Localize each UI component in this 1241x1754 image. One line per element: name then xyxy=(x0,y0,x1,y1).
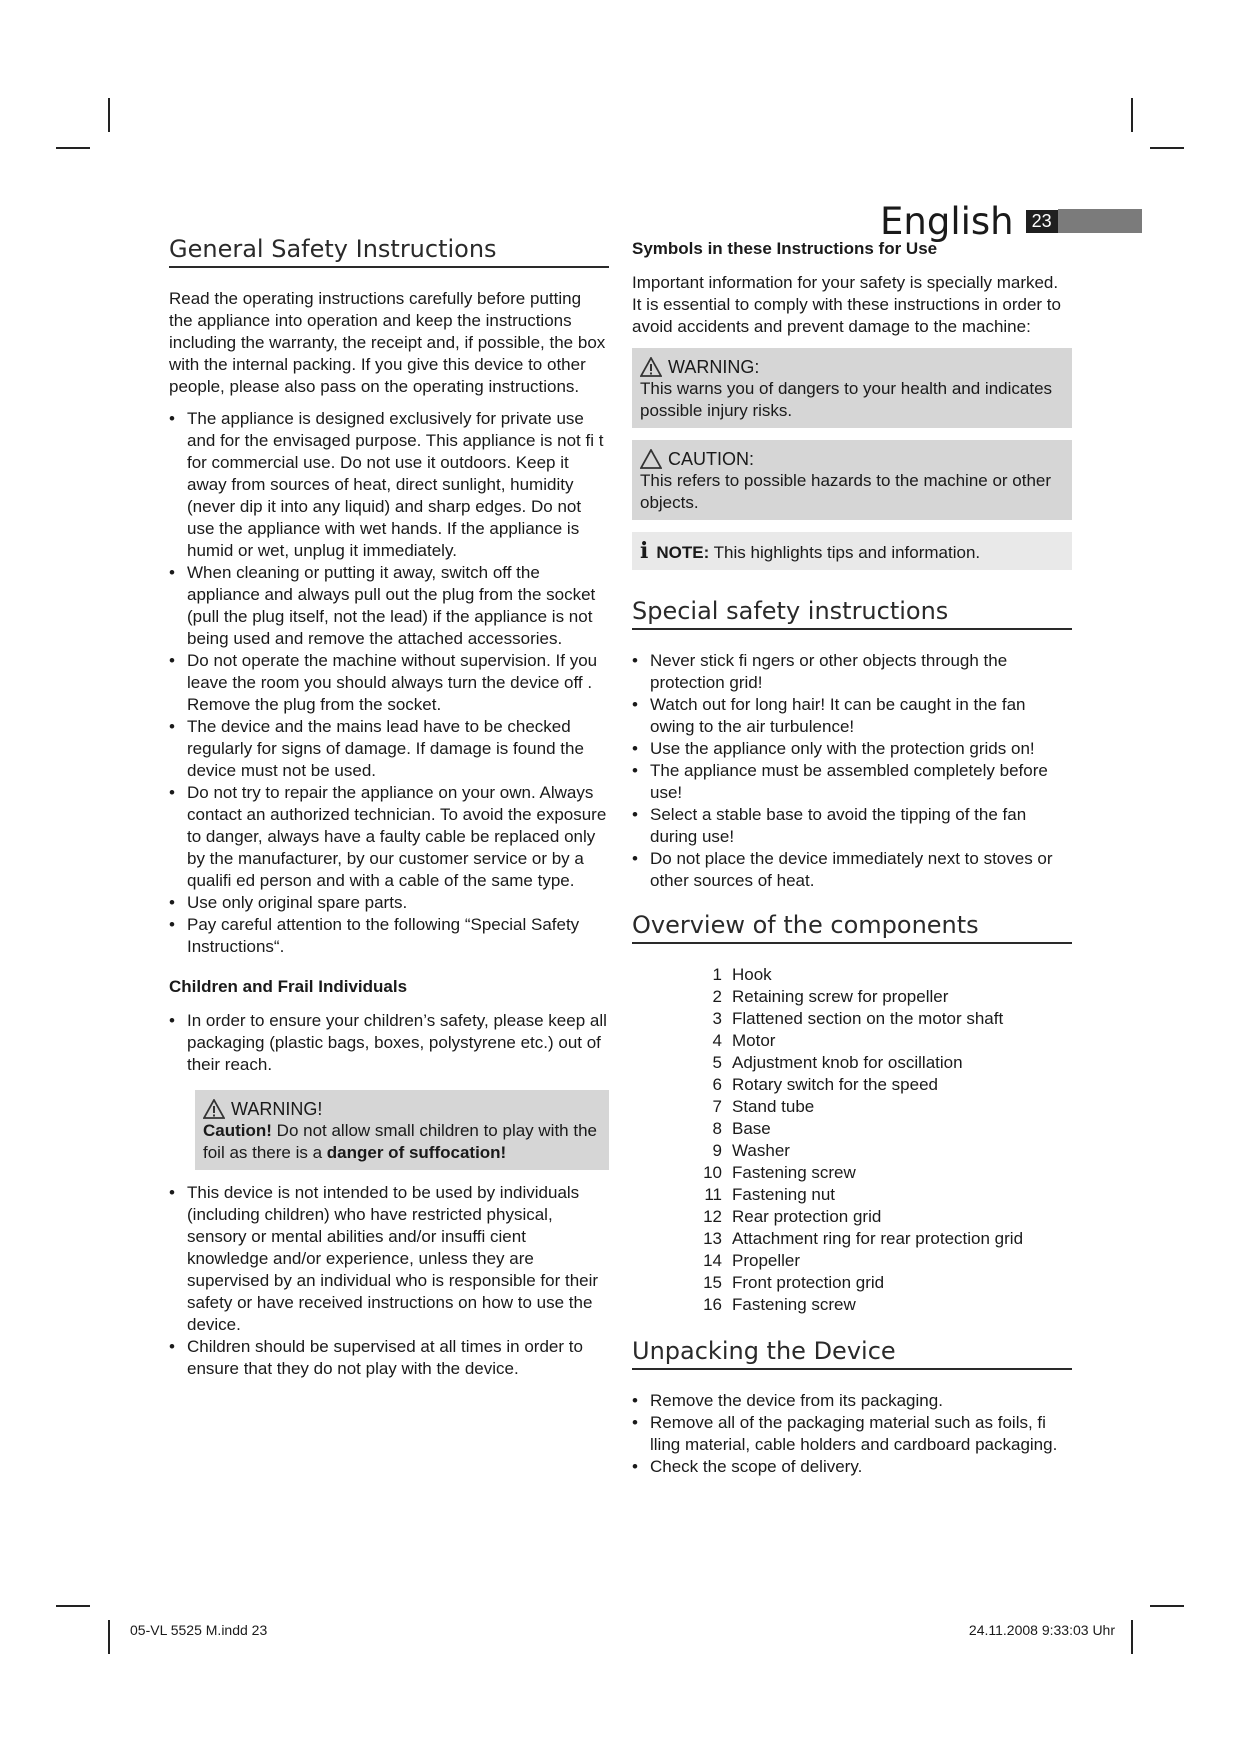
warning-text: Caution! Do not allow small children to play with the foil as there is a danger of suffocation! xyxy=(203,1121,597,1162)
note-title: NOTE: xyxy=(656,543,710,562)
unpacking-heading: Unpacking the Device xyxy=(632,1340,1072,1370)
list-item: • The appliance is designed exclusively for private use and for the envisaged purpose. This appliance is not fi t for commercial use. Do not use it outdoors. Keep it away from sources of heat, direct sunlight, humidity (never dip it into any liquid) and sharp edges. Do not use the appliance with wet hands. If the appliance is humid or wet, unplug it immediately. xyxy=(169,409,604,560)
list-item: 11 Fastening nut xyxy=(704,1185,836,1204)
crop-mark xyxy=(1131,1620,1133,1654)
crop-mark xyxy=(1150,147,1184,149)
list-item: 10 Fastening screw xyxy=(703,1163,856,1182)
list-item: • Use only original spare parts. xyxy=(169,893,408,912)
list-item: • Use the appliance only with the protection grids on! xyxy=(632,739,1035,758)
list-item: 7 Stand tube xyxy=(712,1097,815,1116)
list-item: 15 Front protection grid xyxy=(703,1273,885,1292)
general-safety-heading: General Safety Instructions xyxy=(169,238,609,268)
list-item: 14 Propeller xyxy=(703,1251,801,1270)
list-item: 1 Hook xyxy=(712,965,772,984)
symbols-heading: Symbols in these Instructions for Use xyxy=(632,239,938,258)
list-item: 5 Adjustment knob for oscillation xyxy=(712,1053,963,1072)
warning-text: This warns you of dangers to your health and indicates possible injury risks. xyxy=(640,379,1053,420)
children-bullet-list xyxy=(169,1010,609,1076)
special-bullet-list xyxy=(632,650,1072,892)
warning-box xyxy=(632,348,1072,428)
language-label: English xyxy=(880,199,1014,243)
note-box xyxy=(632,532,1072,570)
list-item: • Children should be supervised at all times in order to ensure that they do not play with the device. xyxy=(169,1337,583,1378)
header-bar xyxy=(1058,209,1142,233)
list-item: 2 Retaining screw for propeller xyxy=(712,987,949,1006)
caution-triangle-icon xyxy=(640,449,662,469)
general-bullet-list xyxy=(169,408,609,958)
crop-mark xyxy=(1150,1605,1184,1607)
general-intro: Read the operating instructions carefully before putting the appliance into operation and keep the instructions including the warranty, the receipt and, if possible, the box with the internal packing. If you give this device to other people, please also pass on the operating instructions. xyxy=(169,289,606,396)
list-item: • Do not operate the machine without supervision. If you leave the room you should always turn the device off . Remove the plug from the socket. xyxy=(169,651,598,714)
list-item: • This device is not intended to be used by individuals (including children) who have restricted physical, sensory or mental abilities and/or insuffi cient knowledge and/or experience, unless they are supervised by an individual who is responsible for their safety or have received instructions on how to use the device. xyxy=(169,1183,599,1334)
list-item: • Never stick fi ngers or other objects through the protection grid! xyxy=(632,651,1008,692)
crop-mark xyxy=(108,98,110,132)
footer-timestamp: 24.11.2008 9:33:03 Uhr xyxy=(968,1622,1115,1638)
list-item: 12 Rear protection grid xyxy=(703,1207,882,1226)
list-item: • Remove the device from its packaging. xyxy=(632,1391,943,1410)
list-item: 13 Attachment ring for rear protection grid xyxy=(703,1229,1024,1248)
warning-triangle-icon xyxy=(640,357,662,377)
left-column xyxy=(169,235,609,1390)
warning-title: WARNING! xyxy=(231,1099,323,1119)
crop-mark xyxy=(1131,98,1133,132)
note-text: This highlights tips and information. xyxy=(709,543,981,562)
overview-heading: Overview of the components xyxy=(632,914,1072,944)
children-bullet-list-2 xyxy=(169,1182,609,1380)
symbols-intro: Important information for your safety is specially marked. It is essential to comply with these instructions in order to avoid accidents and prevent damage to the machine: xyxy=(632,273,1061,336)
list-item: • Select a stable base to avoid the tipping of the fan during use! xyxy=(632,805,1027,846)
list-item: • Check the scope of delivery. xyxy=(632,1457,863,1476)
list-item: 4 Motor xyxy=(712,1031,776,1050)
list-item: • The appliance must be assembled completely before use! xyxy=(632,761,1048,802)
list-item: • Remove all of the packaging material such as foils, fi lling material, cable holders and cardboard packaging. xyxy=(632,1413,1058,1454)
warning-triangle-icon xyxy=(203,1099,225,1119)
list-item: 9 Washer xyxy=(712,1141,790,1160)
list-item: 8 Base xyxy=(712,1119,771,1138)
caution-title: CAUTION: xyxy=(668,449,755,469)
list-item: • The device and the mains lead have to be checked regularly for signs of damage. If damage is found the device must not be used. xyxy=(169,717,584,780)
list-item: 6 Rotary switch for the speed xyxy=(712,1075,938,1094)
unpacking-bullet-list xyxy=(632,1390,1072,1478)
info-icon: i xyxy=(640,538,649,564)
list-item: • Watch out for long hair! It can be caught in the fan owing to the air turbulence! xyxy=(632,695,1026,736)
caution-box xyxy=(632,440,1072,520)
list-item: • When cleaning or putting it away, switch off the appliance and always pull out the plug from the socket (pull the plug itself, not the lead) if the appliance is not being used and remove the attached accessories. xyxy=(169,563,596,648)
footer-file-label: 05-VL 5525 M.indd 23 xyxy=(130,1622,268,1638)
warning-title: WARNING: xyxy=(668,357,760,377)
list-item: 3 Flattened section on the motor shaft xyxy=(712,1009,1004,1028)
crop-mark xyxy=(56,1605,90,1607)
caution-text: This refers to possible hazards to the machine or other objects. xyxy=(640,471,1052,512)
crop-mark xyxy=(108,1620,110,1654)
list-item: • Pay careful attention to the following “Special Safety Instructions“. xyxy=(169,915,580,956)
list-item: 16 Fastening screw xyxy=(703,1295,856,1314)
list-item: • Do not try to repair the appliance on your own. Always contact an authorized technician. To avoid the exposure to danger, always have a faulty cable be replaced only by the manufacturer, by our customer service or by a qualifi ed person and with a cable of the same type. xyxy=(169,783,607,890)
page-number: 23 xyxy=(1026,210,1058,233)
components-list xyxy=(642,964,1072,1316)
children-heading: Children and Frail Individuals xyxy=(169,977,408,996)
children-warning-box xyxy=(195,1090,609,1170)
special-safety-heading: Special safety instructions xyxy=(632,600,1072,630)
list-item: • Do not place the device immediately next to stoves or other sources of heat. xyxy=(632,849,1053,890)
crop-mark xyxy=(56,147,90,149)
list-item: • In order to ensure your children’s safety, please keep all packaging (plastic bags, boxes, polystyrene etc.) out of their reach. xyxy=(169,1011,607,1074)
right-column xyxy=(632,238,1072,1488)
